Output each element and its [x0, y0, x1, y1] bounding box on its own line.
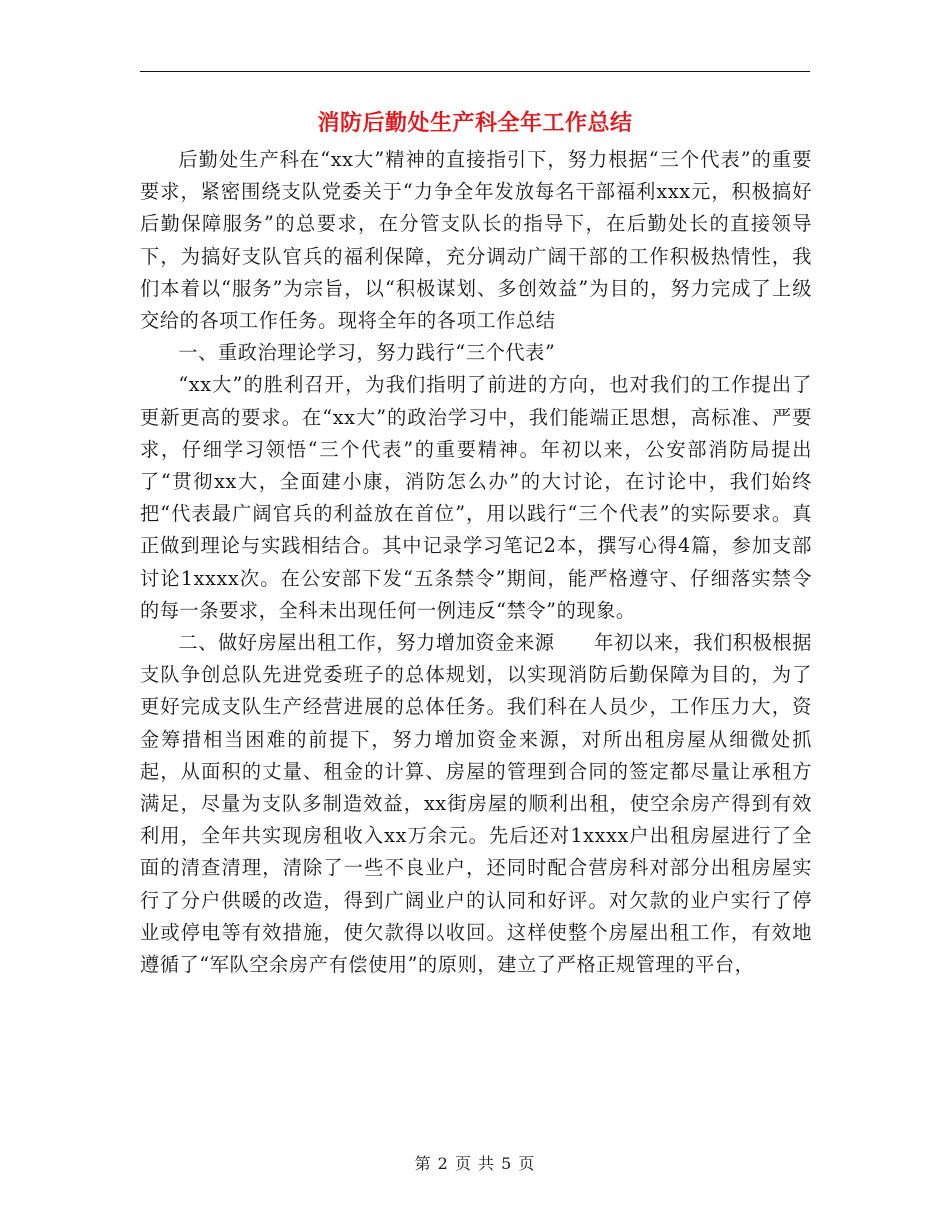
page-number: 第 2 页 共 5 页 — [414, 1154, 536, 1173]
paragraph-section-1: “xx大”的胜利召开，为我们指明了前进的方向，也对我们的工作提出了更新更高的要求。在“xx大”的政治学习中，我们能端正思想，高标准、严要求，仔细学习领悟“三个代表”的重要精神。年初以来，公安部消防局提出了“贯彻xx大，全面建小康，消防怎么办”的大讨论，在讨论中，我们始终把“代表最广阔官兵的利益放在首位”，用以践行“三个代表”的实际要求。真正做到理论与实践相结合。其中记录学习笔记2本，撰写心得4篇，参加支部讨论1xxxx次。在公安部下发“五条禁令”期间，能严格遵守、仔细落实禁令的每一条要求，全科未出现任何一例违反“禁令”的现象。 — [140, 373, 812, 622]
paragraph-intro: 后勤处生产科在“xx大”精神的直接指引下，努力根据“三个代表”的重要要求，紧密围绕支队党委关于“力争全年发放每名干部福利xxx元，积极搞好后勤保障服务”的总要求，在分管支队长的指导下，在后勤处长的直接领导下，为搞好支队官兵的福利保障，充分调动广阔干部的工作积极热情性，我们本着以“服务”为宗旨，以“积极谋划、多创效益”为目的，努力完成了上级交给的各项工作任务。现将全年的各项工作总结 — [140, 148, 812, 333]
document-body — [140, 144, 812, 981]
section-heading-1: 一、重政治理论学习，努力践行“三个代表” — [178, 341, 556, 365]
paragraph-section-2: 二、做好房屋出租工作，努力增加资金来源 年初以来，我们积极根据支队争创总队先进党委班子的总体规划，以实现消防后勤保障为目的，为了更好完成支队生产经营进展的总体任务。我们科在人员少，工作压力大，资金筹措相当困难的前提下，努力增加资金来源，对所出租房屋从细微处抓起，从面积的丈量、租金的计算、房屋的管理到合同的签定都尽量让承租方满足，尽量为支队多制造效益，xx街房屋的顺利出租，使空余房产得到有效利用，全年共实现房租收入xx万余元。先后还对1xxxx户出租房屋进行了全面的清查清理，清除了一些不良业户，还同时配合营房科对部分出租房屋实行了分户供暖的改造，得到广阔业户的认同和好评。对欠款的业户实行了停业或停电等有效措施，使欠款得以收回。这样使整个房屋出租工作，有效地遵循了“军队空余房产有偿使用”的原则，建立了严格正规管理的平台， — [140, 631, 812, 977]
document-title: 消防后勤处生产科全年工作总结 — [317, 111, 633, 136]
header-rule — [140, 71, 810, 72]
